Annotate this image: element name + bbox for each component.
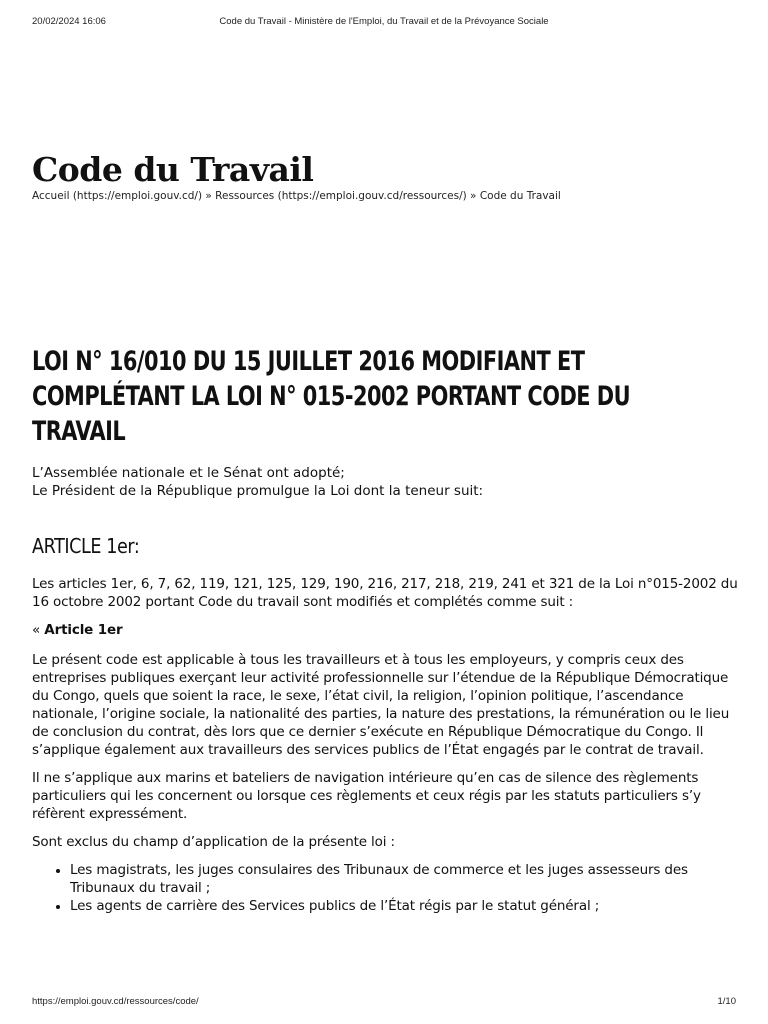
article-heading: ARTICLE 1er: — [32, 534, 140, 558]
quote-mark: « — [32, 622, 45, 638]
subarticle-heading — [32, 621, 738, 639]
preamble — [32, 464, 483, 500]
list-item: • Les agents de carrière des Services publics de l’État régis par le statut général ; — [70, 897, 738, 915]
paragraph-mariners: Il ne s’applique aux marins et bateliers de navigation intérieure qu’en cas de silence des règlements particuliers qui les concernent ou lorsque ces règlements et ceux régis par les statuts particuliers s’y réfèrent expressément. — [32, 770, 701, 822]
exclusions-list — [32, 861, 738, 915]
print-footer — [32, 996, 736, 1010]
preamble-line-1: L’Assemblée nationale et le Sénat ont adopté; — [32, 465, 345, 481]
paragraph-scope: Le présent code est applicable à tous les travailleurs et à tous les employeurs, y compris ceux des entreprises publiques exerçant leur activité professionnelle sur l’étendue de la République Démocratique du Congo, quels que soient la race, le sexe, l’état civil, la religion, l’opinion politique, l’ascendance nationale, l’origine sociale, la nationalité des parties, la nature des prestations, la rémunération ou le lieu de conclusion du contrat, dès lors que ce dernier s’exécute en République Démocratique du Congo. Il s’applique également aux travailleurs des services publics de l’État engagés par le contrat de travail. — [32, 652, 730, 758]
print-date: 20/02/2024 16:06 — [32, 16, 106, 27]
paragraph-exclusions-intro: Sont exclus du champ d’application de la présente loi : — [32, 834, 395, 850]
print-document-title: Code du Travail - Ministère de l'Emploi, du Travail et de la Prévoyance Sociale — [219, 16, 549, 27]
subarticle-label: Article 1er — [44, 622, 123, 638]
law-title: LOI N° 16/010 DU 15 JUILLET 2016 MODIFIANT ET COMPLÉTANT LA LOI N° 015-2002 PORTANT CODE DU TRAVAIL — [32, 346, 631, 447]
page-number: 1/10 — [717, 996, 736, 1007]
preamble-line-2: Le Président de la République promulgue la Loi dont la teneur suit: — [32, 483, 484, 499]
page-title: Code du Travail — [32, 150, 314, 189]
print-header — [32, 16, 736, 30]
breadcrumb: Accueil (https://emploi.gouv.cd/) » Ressources (https://emploi.gouv.cd/ressources/) » Code du Travail — [32, 190, 561, 202]
list-item: • Les magistrats, les juges consulaires des Tribunaux de commerce et les juges assesseurs des Tribunaux du travail ; — [70, 861, 738, 897]
article-content — [32, 575, 738, 915]
intro-paragraph: Les articles 1er, 6, 7, 62, 119, 121, 125, 129, 190, 216, 217, 218, 219, 241 et 321 de la Loi n°015-2002 du 16 octobre 2002 portant Code du travail sont modifiés et complétés comme suit : — [32, 576, 738, 610]
print-url: https://emploi.gouv.cd/ressources/code/ — [32, 996, 199, 1007]
